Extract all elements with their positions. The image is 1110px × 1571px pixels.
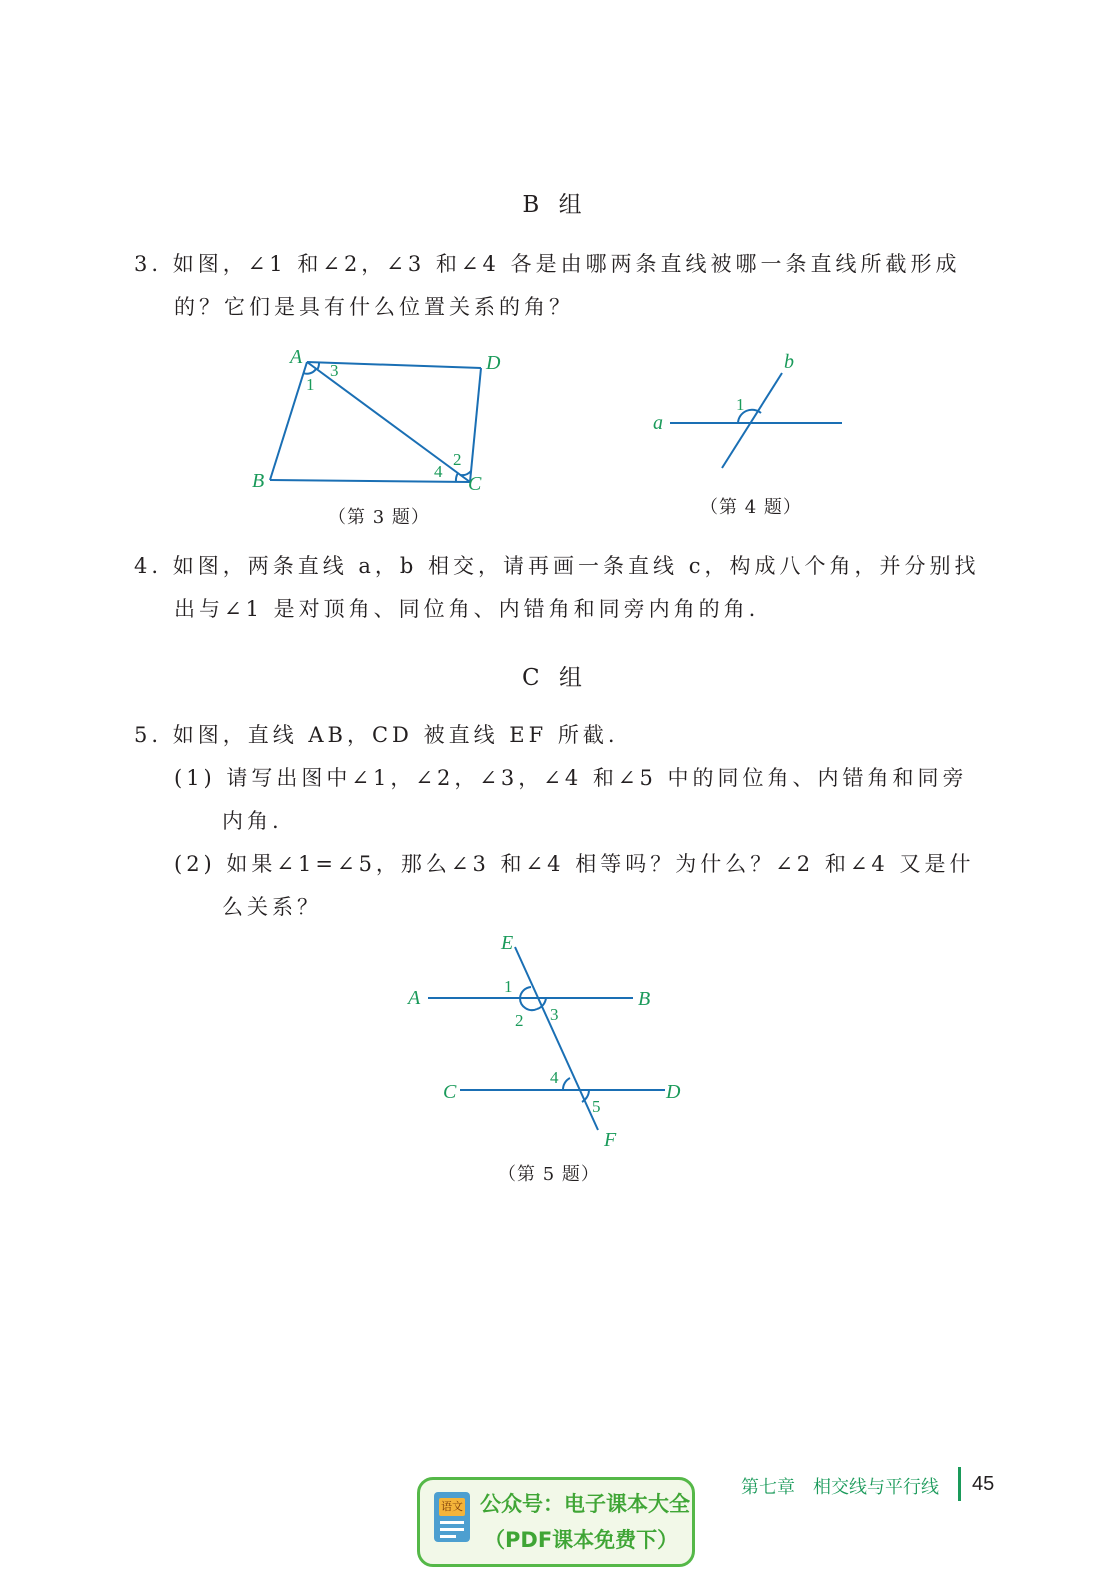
fig4-angle-1: 1 — [736, 395, 745, 414]
fig3-angle-3: 3 — [330, 361, 339, 380]
fig5-label-a: A — [408, 987, 421, 1009]
fig5-label-d: D — [666, 1081, 681, 1103]
fig3-label-b: B — [252, 470, 265, 492]
fig3-segment-ba — [270, 362, 307, 480]
group-b-title: B 组 — [522, 192, 588, 218]
fig4-line-b — [722, 373, 782, 468]
fig3-angle-arc-3 — [317, 363, 319, 370]
q5-sub1-line1: (1) 请写出图中∠1，∠2，∠3，∠4 和∠5 中的同位角、内错角和同旁 — [174, 766, 968, 790]
page-number: 45 — [972, 1473, 995, 1495]
q5-sub2-line2: 么关系？ — [222, 895, 322, 919]
fig5-angle-arc-4 — [563, 1078, 570, 1090]
q3-line1: 3. 如图，∠1 和∠2，∠3 和∠4 各是由哪两条直线被哪一条直线所截形成 — [134, 252, 961, 276]
q5-sub1-line2: 内角. — [222, 809, 283, 833]
q3-line2: 的？它们是具有什么位置关系的角？ — [174, 295, 574, 319]
fig5-angle-2: 2 — [515, 1011, 524, 1030]
figure-3 — [240, 340, 520, 500]
fig5-label-c: C — [443, 1081, 457, 1103]
fig3-label-c: C — [468, 473, 482, 495]
fig3-angle-1: 1 — [306, 375, 315, 394]
fig5-angle-5: 5 — [592, 1097, 601, 1116]
fig5-angle-4: 4 — [550, 1068, 559, 1087]
q5-sub2-line1: (2) 如果∠1=∠5，那么∠3 和∠4 相等吗？为什么？∠2 和∠4 又是什 — [174, 852, 975, 876]
fig4-label-a: a — [653, 412, 663, 434]
q4-line2: 出与∠1 是对顶角、同位角、内错角和同旁内角的角. — [174, 597, 760, 621]
fig5-label-f: F — [604, 1129, 617, 1151]
figure-5 — [400, 925, 700, 1155]
badge-line2: （PDF课本免费下） — [484, 1528, 679, 1552]
q4-line1: 4. 如图，两条直线 a，b 相交，请再画一条直线 c，构成八个角，并分别找 — [134, 554, 980, 578]
fig5-label-e: E — [501, 932, 514, 954]
fig5-angle-1: 1 — [504, 977, 513, 996]
fig3-segment-dc — [470, 368, 481, 482]
q5-line1: 5. 如图，直线 AB，CD 被直线 EF 所截. — [134, 723, 619, 747]
wechat-badge — [417, 1477, 695, 1567]
q4-caption: （第 4 题） — [700, 497, 802, 518]
fig3-diagonal-ac — [307, 362, 470, 482]
fig4-label-b: b — [784, 351, 794, 373]
fig3-angle-2: 2 — [453, 450, 462, 469]
fig3-label-d: D — [486, 352, 501, 374]
fig3-label-a: A — [290, 346, 303, 368]
badge-line1: 公众号：电子课本大全 — [480, 1492, 690, 1516]
q5-caption: （第 5 题） — [498, 1164, 600, 1185]
fig5-line-ef — [515, 947, 598, 1130]
figure-4 — [640, 345, 860, 475]
fig5-angle-arc-1 — [520, 987, 531, 998]
footer-divider — [958, 1467, 961, 1501]
fig5-angle-3: 3 — [550, 1005, 559, 1024]
fig5-angle-arc-2 — [520, 998, 537, 1010]
q3-caption: （第 3 题） — [328, 507, 430, 528]
book-icon — [434, 1492, 470, 1542]
fig3-angle-arc-4 — [456, 473, 458, 482]
fig3-angle-4: 4 — [434, 462, 443, 481]
fig5-label-b: B — [638, 988, 651, 1010]
book-icon-label: 语文 — [439, 1498, 465, 1516]
group-c-title: C 组 — [522, 665, 588, 691]
footer-chapter-title: 第七章 相交线与平行线 — [741, 1477, 939, 1498]
